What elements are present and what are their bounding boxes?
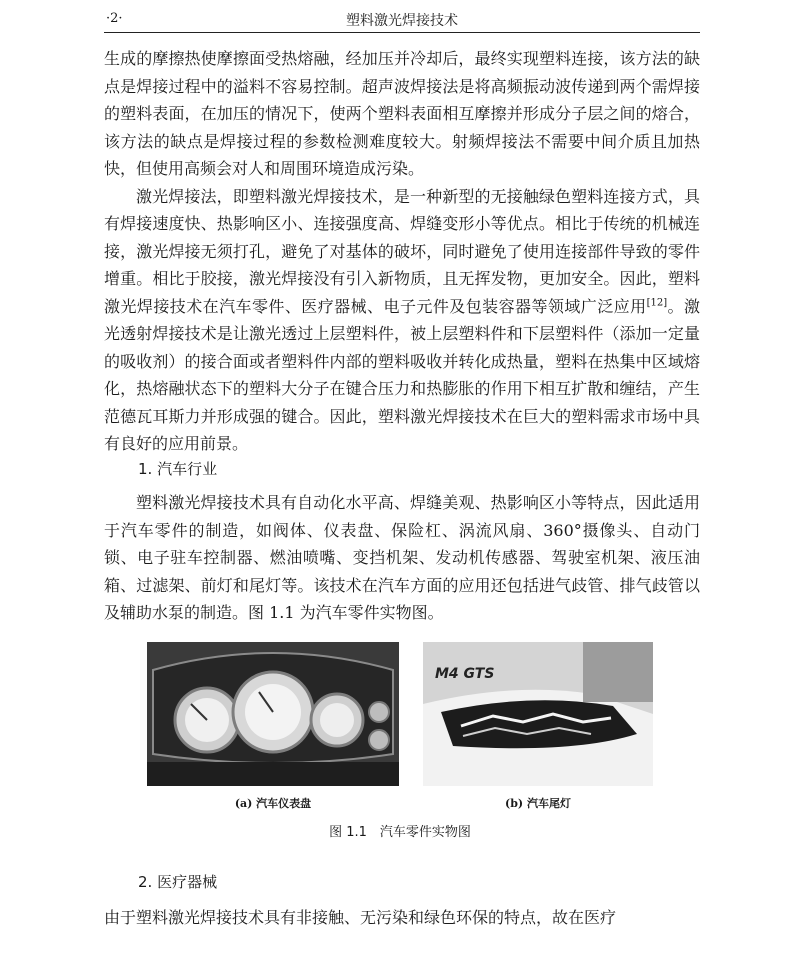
tail-light-photo [423, 642, 653, 786]
section-heading-automotive: 1. 汽车行业 [138, 460, 218, 478]
dashboard-photo [147, 642, 399, 786]
paragraph-1: 生成的摩擦热使摩擦面受热熔融，经加压并冷却后，最终实现塑料连接，该方法的缺点是焊接过程中的溢料不容易控制。超声波焊接法是将高频振动波传递到两个需焊接的塑料表面，在加压的情况下，使两个塑料表面相互摩擦并形成分子层之间的熔合，该方法的缺点是焊接过程的参数检测难度较大。射频焊接法不需要中间介质且加热快，但使用高频会对人和周围环境造成污染。 [104, 49, 700, 178]
body-text-medical [104, 904, 700, 932]
citation-ref: [12] [646, 297, 668, 309]
body-text-top [104, 45, 700, 458]
tail-badge-text: M4 GTS [435, 666, 495, 682]
caption-a: (a) 汽车仪表盘 [234, 797, 312, 810]
figure-title: 图 1.1 汽车零件实物图 [329, 825, 471, 840]
paragraph-3: 塑料激光焊接技术具有自动化水平高、焊缝美观、热影响区小等特点，因此适用于汽车零件的制造，如阀体、仪表盘、保险杠、涡流风扇、360°摄像头、自动门锁、电子驻车控制器、燃油喷嘴、变挡机架、发动机传感器、驾驶室机架、液压油箱、过滤架、前灯和尾灯等。该技术在汽车方面的应用还包括进气歧管、排气歧管以及辅助水泵的制造。图 1.1 为汽车零件实物图。 [104, 493, 700, 622]
paragraph-2-text-b: 。激光透射焊接技术是让激光透过上层塑料件，被上层塑料件和下层塑料件（添加一定量的吸收剂）的接合面或者塑料件内部的塑料吸收并转化成热量，塑料在热集中区域熔化，热熔融状态下的塑料大分子在键合压力和热膨胀的作用下相互扩散和缠结，产生范德瓦耳斯力并形成强的键合。因此，塑料激光焊接技术在巨大的塑料需求市场中具有良好的应用前景。 [104, 296, 700, 453]
page-number: ·2· [106, 11, 123, 26]
section-heading-medical: 2. 医疗器械 [138, 873, 218, 891]
body-text-automotive [104, 489, 700, 627]
paragraph-2 [104, 183, 700, 458]
page-header [104, 8, 700, 33]
running-title: 塑料激光焊接技术 [346, 13, 458, 29]
paragraph-4: 由于塑料激光焊接技术具有非接触、无污染和绿色环保的特点，故在医疗 [104, 908, 617, 927]
caption-b: (b) 汽车尾灯 [505, 797, 571, 810]
paragraph-2-text-a: 激光焊接法，即塑料激光焊接技术，是一种新型的无接触绿色塑料连接方式，具有焊接速度快、热影响区小、连接强度高、焊缝变形小等优点。相比于传统的机械连接，激光焊接无须打孔，避免了对基体的破坏，同时避免了使用连接部件导致的零件增重。相比于胶接，激光焊接没有引入新物质，且无挥发物，更加安全。因此，塑料激光焊接技术在汽车零件、医疗器械、电子元件及包装容器等领域广泛应用 [104, 186, 700, 316]
